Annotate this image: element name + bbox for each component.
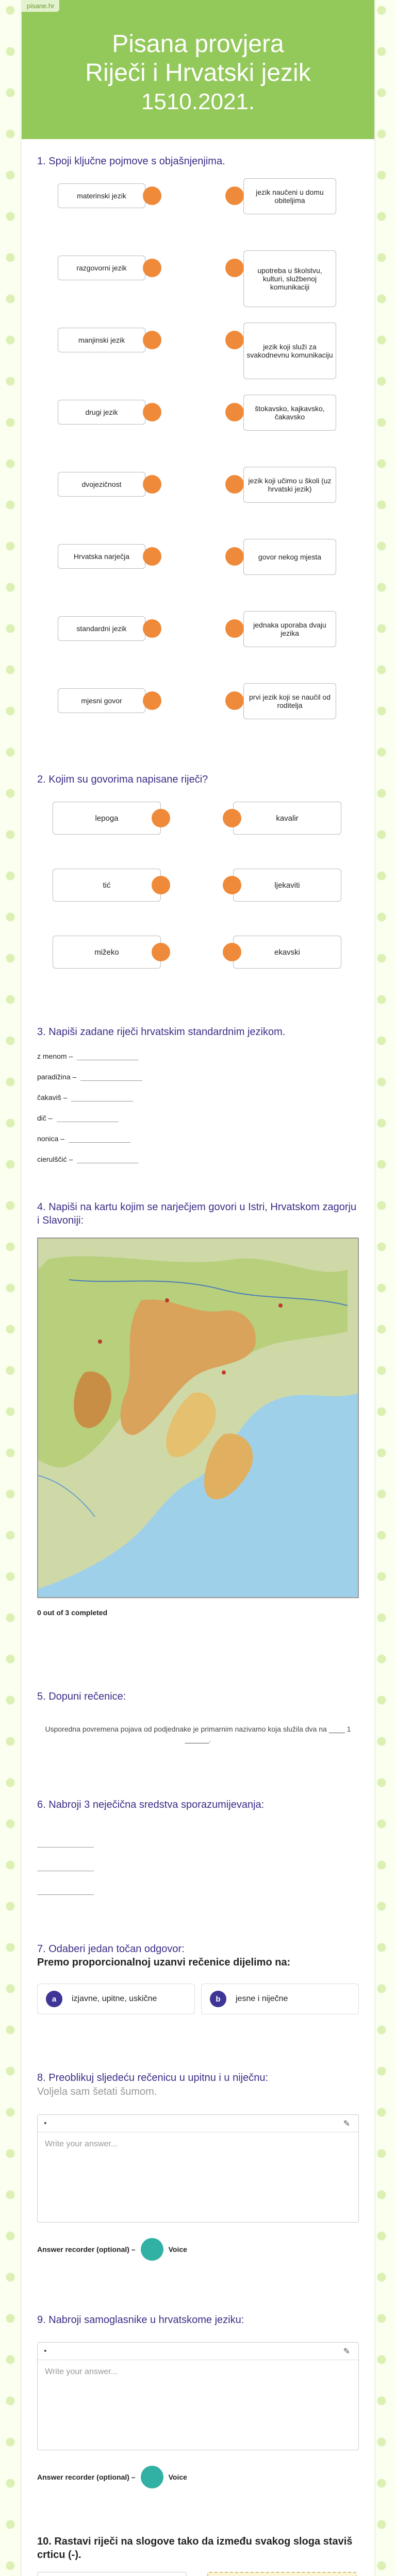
italic-icon[interactable]: ✎ [343,2347,350,2356]
word-handle[interactable] [152,809,170,827]
match-left-handle[interactable] [143,331,161,349]
question-title: 3. Napiši zadane riječi hrvatskim standardnim jezikom. [37,1026,286,1038]
rewrite-source: paradižina – [37,1073,77,1081]
match-left-handle[interactable] [143,403,161,421]
option-text: jesne i niječne [236,1994,288,2003]
croatia-map[interactable] [37,1238,359,1598]
question-title: 5. Dopuni rečenice: [37,1691,126,1702]
answer-line-2[interactable] [37,1848,94,1871]
rewrite-row [37,1087,359,1108]
question-title: 6. Nabroji 3 neječična sredstva sporazumijevanja: [37,1799,265,1810]
bold-icon[interactable]: • [44,2119,47,2128]
rewrite-input[interactable] [57,1114,119,1122]
match-right-item[interactable]: štokavsko, kajkavsko, čakavsko [243,395,336,431]
match-right-handle[interactable] [225,475,244,494]
match-right-item[interactable]: jezik koji služi za svakodnevnu komunikaciju [243,323,336,379]
answer-editor[interactable] [37,2342,359,2450]
match-right-handle[interactable] [225,331,244,349]
match-right-item[interactable]: jednaka uporaba dvaju jezika [243,611,336,647]
question-10 [37,2535,359,2576]
voice-label: Voice [168,2245,187,2253]
match-left-item[interactable]: mjesni govor [58,688,145,713]
match-right-handle[interactable] [225,547,244,566]
match-left-handle[interactable] [143,475,161,494]
question-title: 8. Preoblikuj sljedeću rečenicu u upitnu i u niječnu: [37,2072,269,2083]
match-left-item[interactable]: manjinski jezik [58,328,145,352]
answer-recorder [37,2466,187,2488]
voice-toggle[interactable] [141,2466,163,2488]
options [37,1984,359,2014]
question-title: 9. Nabroji samoglasnike u hrvatskome jeziku: [37,2314,244,2326]
question-1 [37,155,359,762]
question-8 [37,2071,359,2298]
recorder-label: Answer recorder (optional) – [37,2245,136,2253]
word-handle[interactable] [152,876,170,894]
italic-icon[interactable]: ✎ [343,2119,350,2128]
question-title: 7. Odaberi jedan točan odgovor: [37,1943,185,1955]
match-right-handle[interactable] [225,619,244,638]
match-right-item[interactable]: jezik naučeni u domu obiteljima [243,178,336,214]
match-right-item[interactable]: govor nekog mjesta [243,539,336,575]
title-line-3: 1510.2021. [141,89,255,114]
rewrite-row [37,1149,359,1170]
match-left-handle[interactable] [143,187,161,205]
question-title: 1. Spoji ključne pojmove s objašnjenjima. [37,156,225,167]
fill-sentence[interactable]: Usporedna povremena pojava od podjednake je primarnim nazivamo koja služila dva na ____ 1 ______. [45,1725,351,1743]
word-card[interactable]: ljekaviti [233,869,341,902]
rewrite-list [37,1046,359,1170]
matching-area [37,178,359,755]
word-handle[interactable] [223,876,241,894]
answer-placeholder: Write your answer... [45,2140,118,2148]
word-handle[interactable] [223,943,241,961]
rewrite-row [37,1128,359,1149]
syllable-word [37,2572,187,2576]
answer-placeholder: Write your answer... [45,2367,118,2376]
word-card[interactable]: mižeko [53,936,161,969]
match-left-item[interactable]: Hrvatska narječja [58,544,145,569]
source-sentence: Voljela sam šetati šumom. [37,2086,157,2097]
editor-toolbar [38,2115,358,2132]
site-logo[interactable]: pisane.hr [22,0,59,12]
rewrite-input[interactable] [77,1052,139,1060]
match-left-item[interactable]: standardni jezik [58,616,145,641]
worksheet [22,0,374,2576]
rewrite-source: cierulščić – [37,1155,73,1163]
option-letter: a [46,1991,62,2007]
word-handle[interactable] [152,943,170,961]
word-card[interactable]: tić [53,869,161,902]
match-right-item[interactable]: upotreba u školstvu, kulturi, službenoj komunikaciji [243,250,336,307]
progress-text: 0 out of 3 completed [37,1608,108,1617]
voice-toggle[interactable] [141,2238,163,2261]
question-6 [37,1798,359,1932]
match-right-handle[interactable] [225,691,244,710]
page-title [22,30,374,116]
option-letter: b [210,1991,226,2007]
rewrite-row [37,1108,359,1128]
recorder-label: Answer recorder (optional) – [37,2473,136,2481]
rewrite-row [37,1066,359,1087]
question-title: 4. Napiši na kartu kojim se narječjem govori u Istri, Hrvatskom zagorju i Slavoniji: [37,1201,357,1226]
rewrite-source: čakaviš – [37,1093,68,1101]
match-left-item[interactable]: drugi jezik [58,400,145,425]
syllable-table [37,2572,359,2576]
option-text: izjavne, upitne, uskične [72,1994,157,2003]
match-right-item[interactable]: jezik koji učimo u školi (uz hrvatski jezik) [243,467,336,503]
question-2 [37,773,359,1010]
match-left-item[interactable]: materinski jezik [58,183,145,208]
answer-line-3[interactable] [37,1871,94,1895]
match-left-item[interactable]: razgovorni jezik [58,256,145,280]
word-card[interactable]: lepoga [53,802,161,835]
rewrite-input[interactable] [77,1155,139,1163]
question-title: 10. Rastavi riječi na slogove tako da između svakog sloga staviš crticu (-). [37,2536,353,2561]
map-graphic [38,1239,358,1597]
question-4 [37,1200,359,1664]
syllable-input[interactable] [207,2572,357,2576]
match-left-handle[interactable] [143,691,161,710]
option-b[interactable] [201,1984,359,2014]
header [22,0,374,139]
match-left-handle[interactable] [143,619,161,638]
question-subtitle: Premo proporcionalnoj uzanvi rečenice dijelimo na: [37,1957,291,1968]
rewrite-row [37,1046,359,1066]
title-line-1: Pisana provjera [112,30,284,58]
rewrite-source: dič – [37,1114,53,1122]
rewrite-input[interactable] [71,1093,133,1101]
answer-lines [37,1832,359,1895]
editor-toolbar [38,2343,358,2360]
question-5 [37,1690,359,1783]
word-card[interactable]: kavalir [233,802,341,835]
match-right-handle[interactable] [225,403,244,421]
voice-label: Voice [168,2473,187,2481]
question-3 [37,1025,359,1185]
match-left-item[interactable]: dvojezičnost [58,472,145,497]
match-right-handle[interactable] [225,187,244,205]
rewrite-input[interactable] [69,1134,130,1143]
match-right-handle[interactable] [225,259,244,277]
question-7 [37,1942,359,2061]
match-left-handle[interactable] [143,259,161,277]
title-line-2: Riječi i Hrvatski jezik [85,59,311,87]
answer-line-1[interactable] [37,1832,94,1848]
bold-icon[interactable]: • [44,2346,47,2355]
rewrite-source: nonica – [37,1134,64,1143]
rewrite-input[interactable] [80,1073,142,1081]
answer-recorder [37,2238,187,2261]
word-card[interactable]: ekavski [233,936,341,969]
option-a[interactable] [37,1984,195,2014]
rewrite-source: z menom – [37,1052,73,1060]
word-grid [37,802,359,1008]
question-9 [37,2313,359,2519]
match-left-handle[interactable] [143,547,161,566]
word-handle[interactable] [223,809,241,827]
question-title: 2. Kojim su govorima napisane riječi? [37,774,208,785]
answer-editor[interactable] [37,2114,359,2223]
match-right-item[interactable]: prvi jezik koji se naučil od roditelja [243,683,336,719]
